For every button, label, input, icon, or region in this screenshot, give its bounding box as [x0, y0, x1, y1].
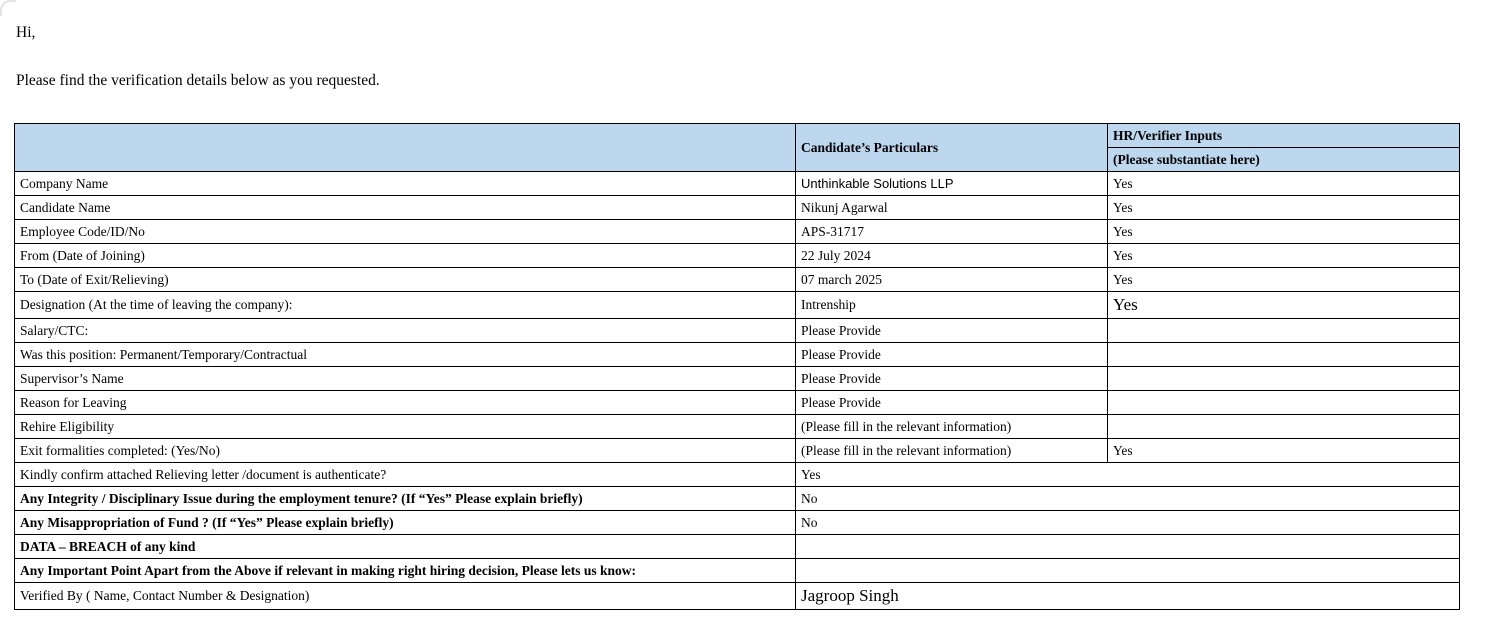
row-particulars: Please Provide	[796, 343, 1108, 367]
row-label: Rehire Eligibility	[15, 415, 796, 439]
row-hr-input	[1108, 343, 1460, 367]
row-label: Employee Code/ID/No	[15, 220, 796, 244]
row-merged-value: No	[796, 487, 1460, 511]
row-particulars: Unthinkable Solutions LLP	[796, 172, 1108, 196]
row-hr-input	[1108, 319, 1460, 343]
row-particulars: APS-31717	[796, 220, 1108, 244]
row-label: Company Name	[15, 172, 796, 196]
table-row	[15, 319, 1460, 343]
row-label: Any Integrity / Disciplinary Issue during the employment tenure? (If “Yes” Please explain briefly)	[15, 487, 796, 511]
table-row	[15, 292, 1460, 319]
table-row	[15, 343, 1460, 367]
row-label: Was this position: Permanent/Temporary/Contractual	[15, 343, 796, 367]
table-row	[15, 391, 1460, 415]
row-merged-value	[796, 559, 1460, 583]
row-label: Exit formalities completed: (Yes/No)	[15, 439, 796, 463]
greeting-text: Hi,	[16, 23, 36, 41]
row-label: Verified By ( Name, Contact Number & Designation)	[15, 583, 796, 610]
row-label: To (Date of Exit/Relieving)	[15, 268, 796, 292]
row-merged-value: No	[796, 511, 1460, 535]
row-hr-input: Yes	[1108, 220, 1460, 244]
row-label: DATA – BREACH of any kind	[15, 535, 796, 559]
table-row	[15, 559, 1460, 583]
row-hr-input: Yes	[1108, 244, 1460, 268]
row-label: Kindly confirm attached Relieving letter /document is authenticate?	[15, 463, 796, 487]
table-row	[15, 196, 1460, 220]
row-particulars: 07 march 2025	[796, 268, 1108, 292]
row-hr-input	[1108, 415, 1460, 439]
row-merged-value: Yes	[796, 463, 1460, 487]
row-hr-input	[1108, 367, 1460, 391]
row-merged-value: Jagroop Singh	[796, 583, 1460, 610]
row-hr-input	[1108, 391, 1460, 415]
table-row	[15, 415, 1460, 439]
row-label: Supervisor’s Name	[15, 367, 796, 391]
row-label: Candidate Name	[15, 196, 796, 220]
row-hr-input: Yes	[1108, 196, 1460, 220]
row-particulars: (Please fill in the relevant information)	[796, 439, 1108, 463]
row-hr-input: Yes	[1108, 268, 1460, 292]
row-hr-input: Yes	[1108, 172, 1460, 196]
table-row	[15, 583, 1460, 610]
table-row	[15, 172, 1460, 196]
row-particulars: Please Provide	[796, 391, 1108, 415]
row-particulars: Please Provide	[796, 367, 1108, 391]
table-row	[15, 244, 1460, 268]
window-corner-decoration	[0, 0, 16, 16]
row-particulars: Please Provide	[796, 319, 1108, 343]
row-label: Designation (At the time of leaving the company):	[15, 292, 796, 319]
table-row	[15, 511, 1460, 535]
row-particulars: (Please fill in the relevant information)	[796, 415, 1108, 439]
verification-table	[14, 123, 1460, 610]
table-row	[15, 367, 1460, 391]
row-hr-input: Yes	[1108, 439, 1460, 463]
table-row	[15, 487, 1460, 511]
header-candidates-particulars: Candidate’s Particulars	[796, 124, 1108, 172]
row-particulars: Intrenship	[796, 292, 1108, 319]
row-label: Any Important Point Apart from the Above if relevant in making right hiring decision, Please lets us know:	[15, 559, 796, 583]
table-row	[15, 220, 1460, 244]
row-label: Any Misappropriation of Fund ? (If “Yes” Please explain briefly)	[15, 511, 796, 535]
header-please-substantiate: (Please substantiate here)	[1108, 148, 1460, 172]
table-row	[15, 439, 1460, 463]
intro-text: Please find the verification details below as you requested.	[16, 71, 380, 89]
row-particulars: 22 July 2024	[796, 244, 1108, 268]
table-row	[15, 268, 1460, 292]
table-header-row	[15, 124, 1460, 148]
table-row	[15, 463, 1460, 487]
row-label: From (Date of Joining)	[15, 244, 796, 268]
row-merged-value	[796, 535, 1460, 559]
header-label-column	[15, 124, 796, 172]
row-label: Reason for Leaving	[15, 391, 796, 415]
row-hr-input: Yes	[1108, 292, 1460, 319]
row-label: Salary/CTC:	[15, 319, 796, 343]
header-hr-verifier-inputs: HR/Verifier Inputs	[1108, 124, 1460, 148]
table-row	[15, 535, 1460, 559]
row-particulars: Nikunj Agarwal	[796, 196, 1108, 220]
